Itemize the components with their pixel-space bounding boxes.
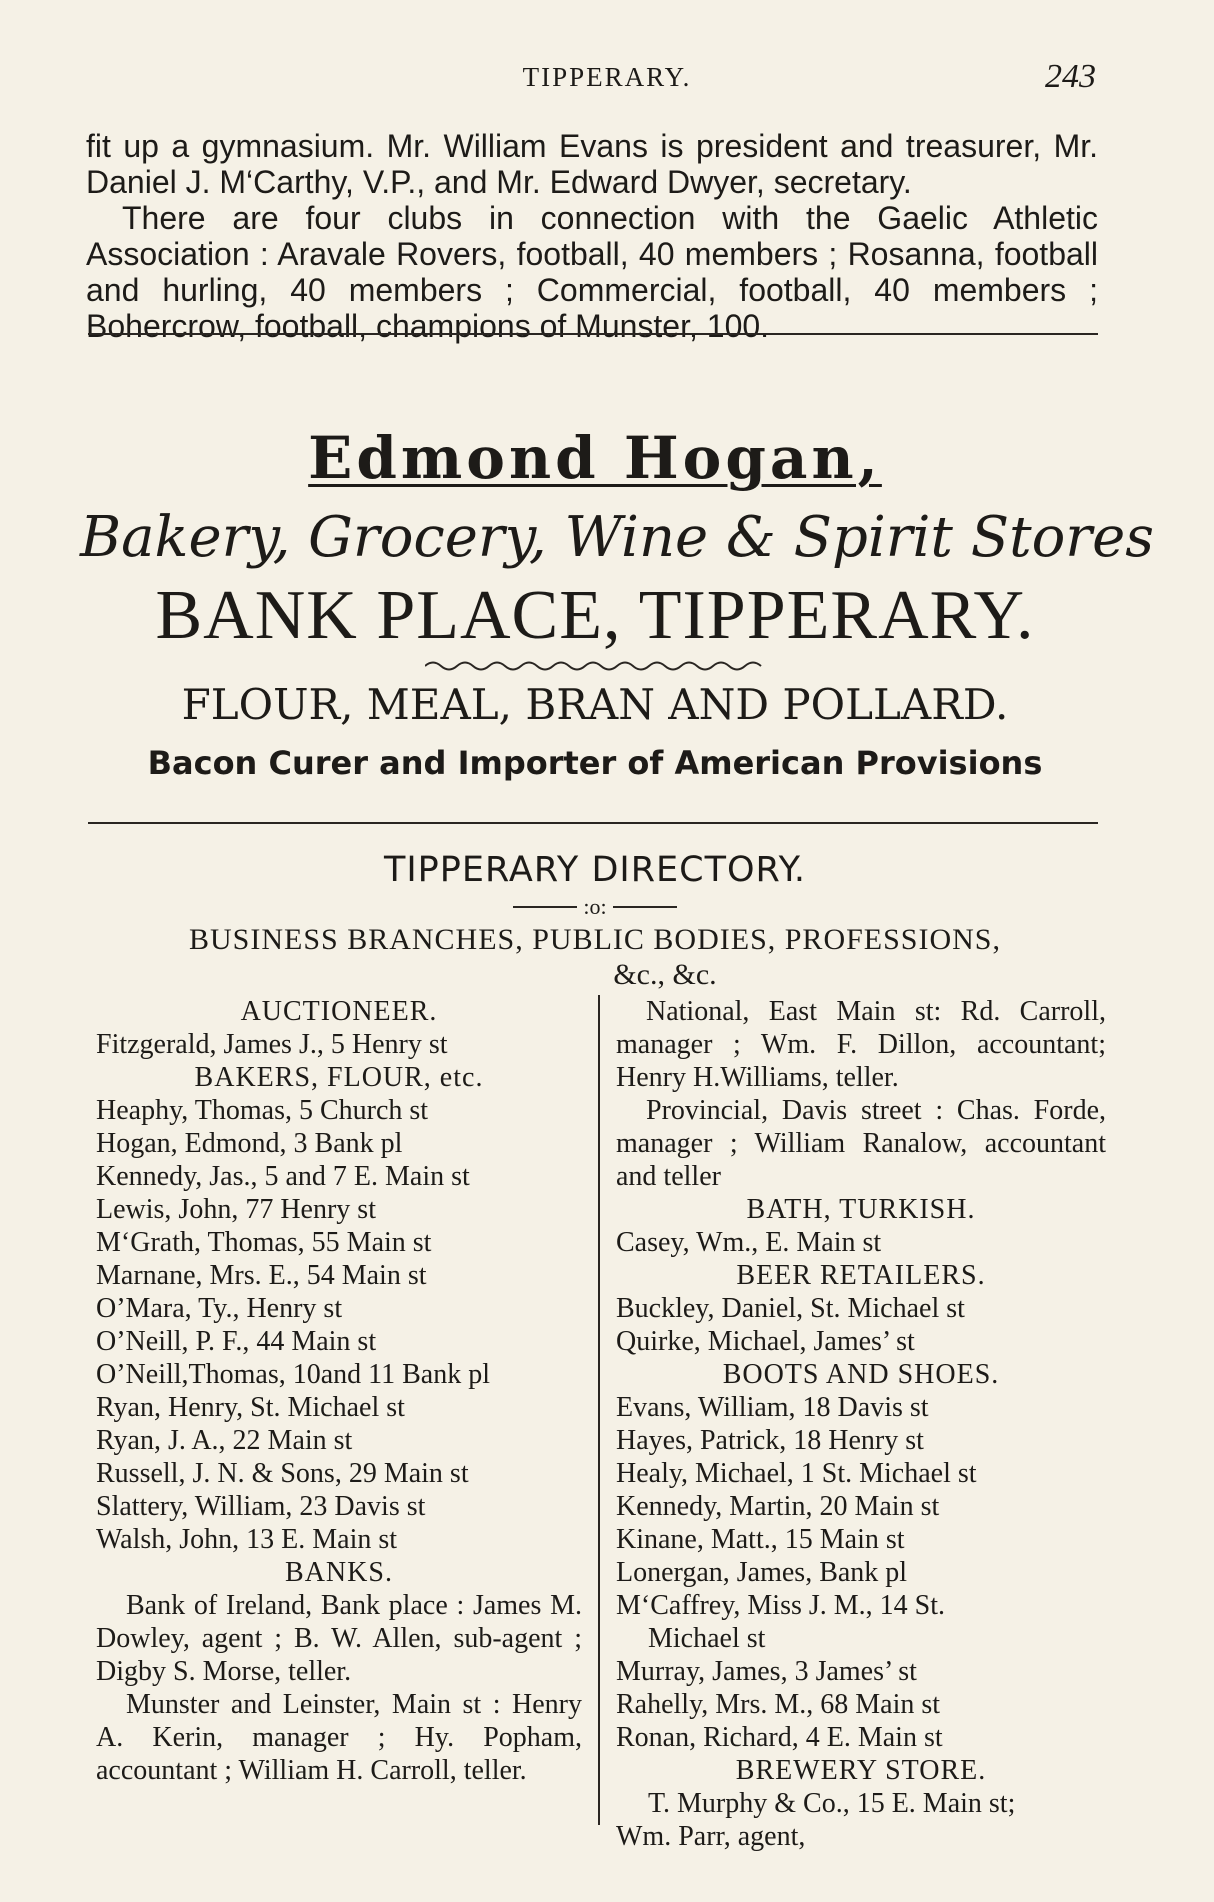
directory-entry: Buckley, Daniel, St. Michael st [616, 1293, 965, 1324]
ad-address: BANK PLACE, TIPPERARY. [155, 577, 1035, 654]
directory-entry: Munster and Leinster, Main st : Henry A. Kerin, manager ; Hy. Popham, accountant ; William H. Carroll, teller. [96, 1689, 582, 1786]
directory-entry: Kennedy, Jas., 5 and 7 E. Main st [96, 1161, 470, 1192]
directory-entry: Ryan, J. A., 22 Main st [96, 1425, 353, 1456]
intro-paragraph-1: fit up a gymnasium. Mr. William Evans is president and treasurer, Mr. Daniel J. M‘Carthy, V.P., and Mr. Edward Dwyer, secretary. [86, 128, 1098, 200]
running-head-title: TIPPERARY. [522, 62, 692, 92]
running-head [0, 58, 1214, 98]
directory-entry: Slattery, William, 23 Davis st [96, 1491, 426, 1522]
directory-entry: M‘Grath, Thomas, 55 Main st [96, 1227, 432, 1258]
ad-tagline: Bacon Curer and Importer of American Provisions [147, 744, 1043, 782]
category-heading: BOOTS AND SHOES. [722, 1359, 1000, 1390]
directory-entry: Bank of Ireland, Bank place : James M. Dowley, agent ; B. W. Allen, sub-agent ; Digby S. Morse, teller. [96, 1590, 582, 1687]
category-heading: BEER RETAILERS. [736, 1260, 986, 1291]
directory-subtitle-continued: &c., &c. [613, 958, 717, 991]
directory-entry: O’Neill, P. F., 44 Main st [96, 1326, 377, 1357]
directory-left-column [96, 995, 582, 1787]
separator-mark: :o: [583, 894, 607, 919]
wavy-rule-ornament [425, 659, 765, 673]
directory-entry: M‘Caffrey, Miss J. M., 14 St. [616, 1590, 946, 1621]
separator-dash-left [513, 906, 577, 908]
ad-trades: Bakery, Grocery, Wine & Spirit Stores [80, 505, 1154, 570]
ad-proprietor-name: Edmond Hogan, [308, 424, 882, 492]
category-heading: AUCTIONEER. [240, 996, 438, 1027]
directory-entry: Fitzgerald, James J., 5 Henry st [96, 1029, 448, 1060]
separator-dash-right [613, 906, 677, 908]
directory-entry: Marnane, Mrs. E., 54 Main st [96, 1260, 427, 1291]
directory-entry: Evans, William, 18 Davis st [616, 1392, 929, 1423]
hogan-advertisement [80, 424, 1154, 785]
intro-text [86, 128, 1098, 344]
directory-entry: O’Neill,Thomas, 10and 11 Bank pl [96, 1359, 491, 1390]
directory-columns [96, 995, 1106, 1875]
category-heading: BREWERY STORE. [735, 1755, 987, 1786]
directory-entry: Hogan, Edmond, 3 Bank pl [96, 1128, 403, 1159]
directory-entry: Wm. Parr, agent, [616, 1821, 806, 1852]
intro-paragraph-2: There are four clubs in connection with the Gaelic Athletic Association : Aravale Rovers, football, 40 members ; Rosanna, football and hurling, 40 members ; Commercial, football, 40 members ; Bohercrow, football, champions of Munster, 100. [86, 200, 1098, 344]
directory-title: TIPPERARY DIRECTORY. [383, 850, 807, 890]
directory-entry: Kinane, Matt., 15 Main st [616, 1524, 905, 1555]
category-heading: BANKS. [285, 1557, 393, 1588]
directory-entry: Ronan, Richard, 4 E. Main st [616, 1722, 943, 1753]
directory-entry: Kennedy, Martin, 20 Main st [616, 1491, 940, 1522]
category-heading: BATH, TURKISH. [746, 1194, 976, 1225]
directory-entry: Casey, Wm., E. Main st [616, 1227, 882, 1258]
directory-entry: Rahelly, Mrs. M., 68 Main st [616, 1689, 941, 1720]
directory-header [80, 848, 1110, 992]
directory-separator [80, 892, 1110, 922]
directory-entry: Quirke, Michael, James’ st [616, 1326, 915, 1357]
directory-entry-continued: Michael st [648, 1623, 766, 1654]
directory-entry: O’Mara, Ty., Henry st [96, 1293, 343, 1324]
column-divider [598, 995, 600, 1825]
directory-entry: Walsh, John, 13 E. Main st [96, 1524, 398, 1555]
directory-entry: Lonergan, James, Bank pl [616, 1557, 908, 1588]
page-number: 243 [1045, 58, 1096, 95]
top-divider [88, 333, 1098, 335]
directory-entry: T. Murphy & Co., 15 E. Main st; [648, 1788, 1016, 1819]
directory-entry: Ryan, Henry, St. Michael st [96, 1392, 405, 1423]
directory-entry: Healy, Michael, 1 St. Michael st [616, 1458, 977, 1489]
directory-entry: National, East Main st: Rd. Carroll, manager ; Wm. F. Dillon, accountant; Henry H.Williams, teller. [616, 996, 1106, 1093]
directory-entry: Murray, James, 3 James’ st [616, 1656, 917, 1687]
ad-bottom-divider [88, 822, 1098, 824]
category-heading: BAKERS, FLOUR, etc. [194, 1062, 484, 1093]
directory-entry: Lewis, John, 77 Henry st [96, 1194, 376, 1225]
directory-entry: Heaphy, Thomas, 5 Church st [96, 1095, 429, 1126]
directory-entry: Hayes, Patrick, 18 Henry st [616, 1425, 924, 1456]
directory-entry: Provincial, Davis street : Chas. Forde, manager ; William Ranalow, accountant and teller [616, 1095, 1106, 1192]
ad-products: FLOUR, MEAL, BRAN AND POLLARD. [181, 680, 1009, 729]
directory-right-column [616, 995, 1106, 1853]
directory-subtitle: BUSINESS BRANCHES, PUBLIC BODIES, PROFESSIONS, [188, 923, 1001, 956]
directory-entry: Russell, J. N. & Sons, 29 Main st [96, 1458, 469, 1489]
